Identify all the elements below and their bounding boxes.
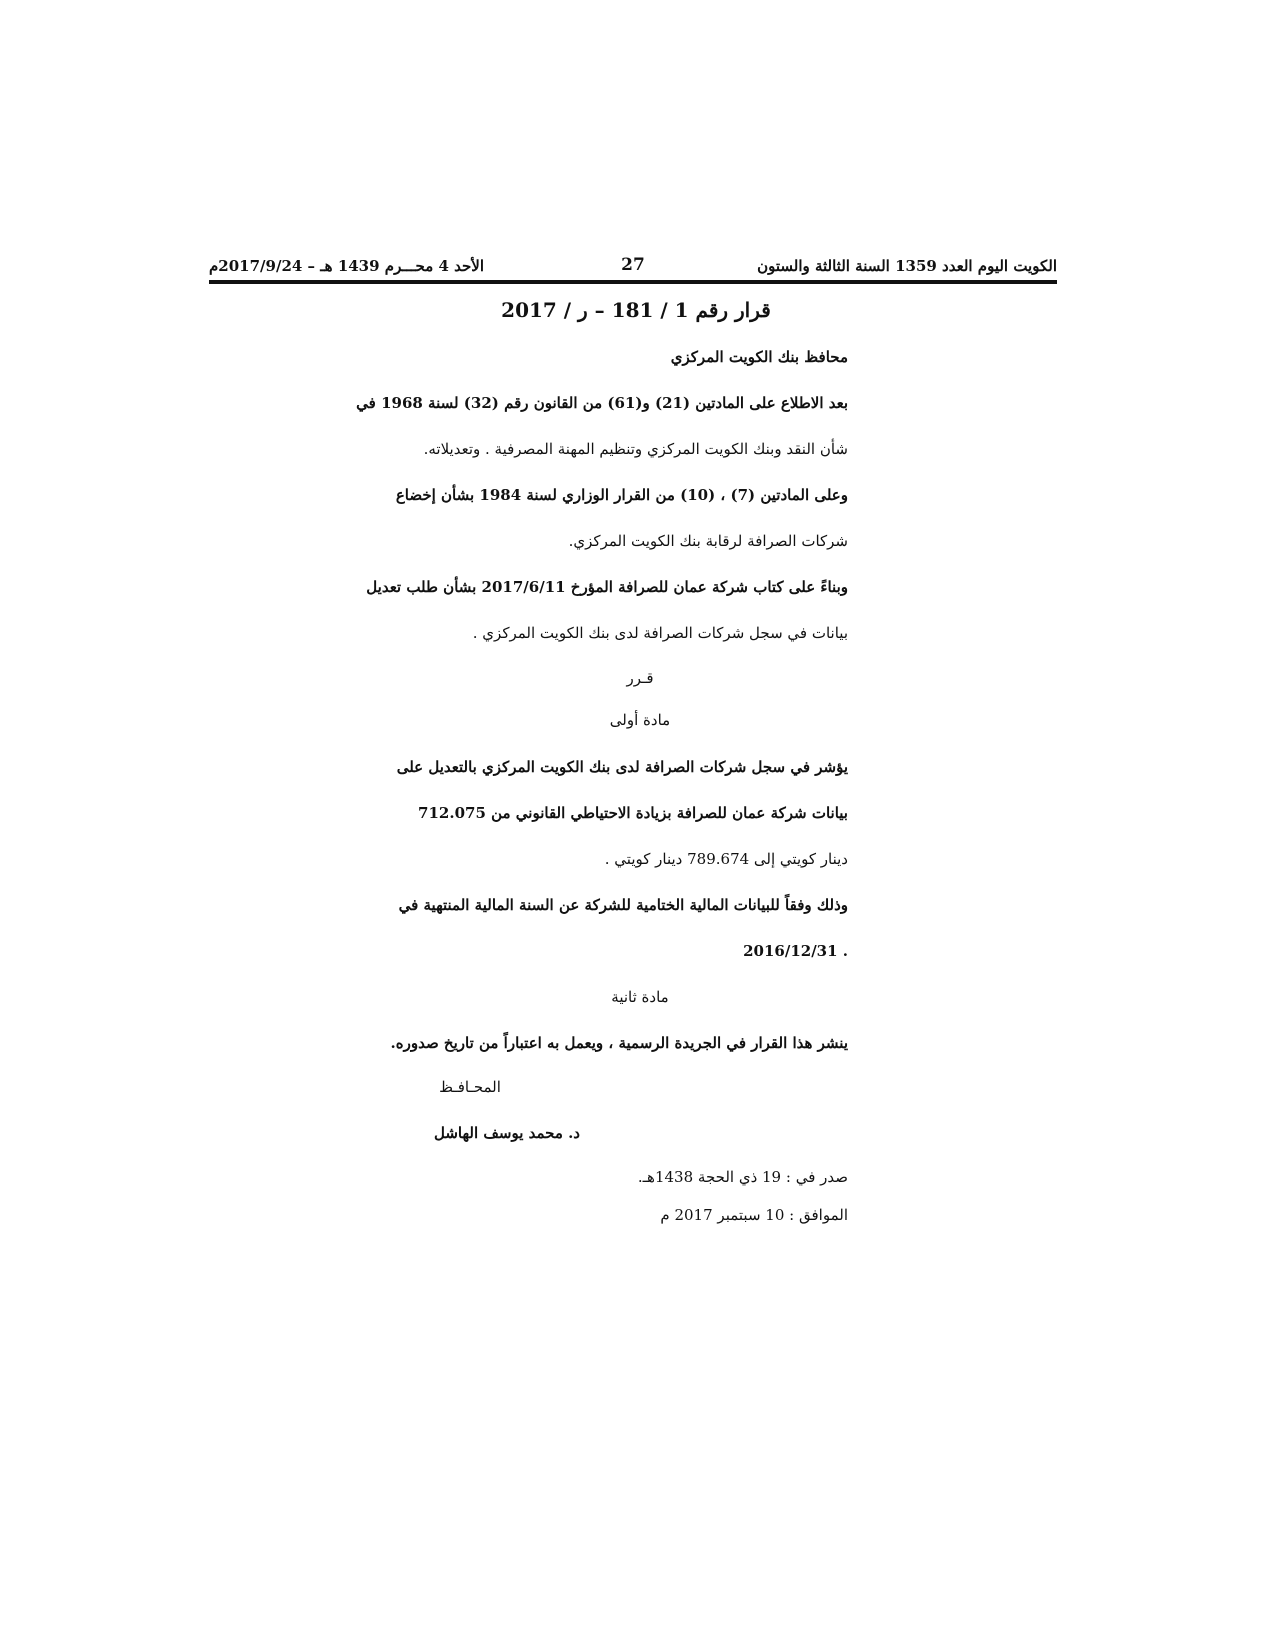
gazette-header <box>209 254 1057 284</box>
page-number: 27 <box>621 255 645 275</box>
signatory-name: د. محمد يوسف الهاشل <box>433 1124 580 1142</box>
article-1-heading: مادة أولى <box>609 711 671 729</box>
preamble-line-1: بعد الاطلاع على المادتين (21) و(61) من القانون رقم (32) لسنة 1968 في <box>356 394 848 412</box>
signature-title: المحـافـظ <box>439 1078 501 1096</box>
decision-title: قرار رقم 1 / 181 – ر / 2017 <box>501 298 771 322</box>
issue-date-hijri: صدر في : 19 ذي الحجة 1438هـ. <box>637 1168 848 1186</box>
article-1-line-5: 2016/12/31 . <box>743 942 848 960</box>
article-1-line-2: بيانات شركة عمان للصرافة بزيادة الاحتياطي القانوني من 712.075 <box>418 804 848 822</box>
gazette-date: الأحد 4 محـــرم 1439 هـ – 2017/9/24م <box>209 257 485 275</box>
issuer-line: محافظ بنك الكويت المركزي <box>670 348 848 366</box>
article-1-line-4: وذلك وفقاً للبيانات المالية الختامية للشركة عن السنة المالية المنتهية في <box>398 896 848 914</box>
article-2-text: ينشر هذا القرار في الجريدة الرسمية ، ويعمل به اعتباراً من تاريخ صدوره. <box>390 1034 848 1052</box>
preamble-line-2: شأن النقد وبنك الكويت المركزي وتنظيم المهنة المصرفية . وتعديلاته. <box>423 440 848 458</box>
article-1-line-1: يؤشر في سجل شركات الصرافة لدى بنك الكويت المركزي بالتعديل على <box>396 758 848 776</box>
preamble-line-6: بيانات في سجل شركات الصرافة لدى بنك الكويت المركزي . <box>472 624 848 642</box>
decided-heading: قـرر <box>626 669 654 687</box>
gazette-issue-info: الكويت اليوم العدد 1359 السنة الثالثة والستون <box>757 257 1057 275</box>
preamble-line-4: شركات الصرافة لرقابة بنك الكويت المركزي. <box>568 532 848 550</box>
preamble-line-3: وعلى المادتين (7) ، (10) من القرار الوزاري لسنة 1984 بشأن إخضاع <box>395 486 848 504</box>
issue-date-gregorian: الموافق : 10 سبتمبر 2017 م <box>660 1206 848 1224</box>
article-2-heading: مادة ثانية <box>611 988 669 1006</box>
article-1-line-3: دينار كويتي إلى 789.674 دينار كويتي . <box>604 850 848 868</box>
preamble-line-5: وبناءً على كتاب شركة عمان للصرافة المؤرخ 2017/6/11 بشأن طلب تعديل <box>366 578 848 596</box>
